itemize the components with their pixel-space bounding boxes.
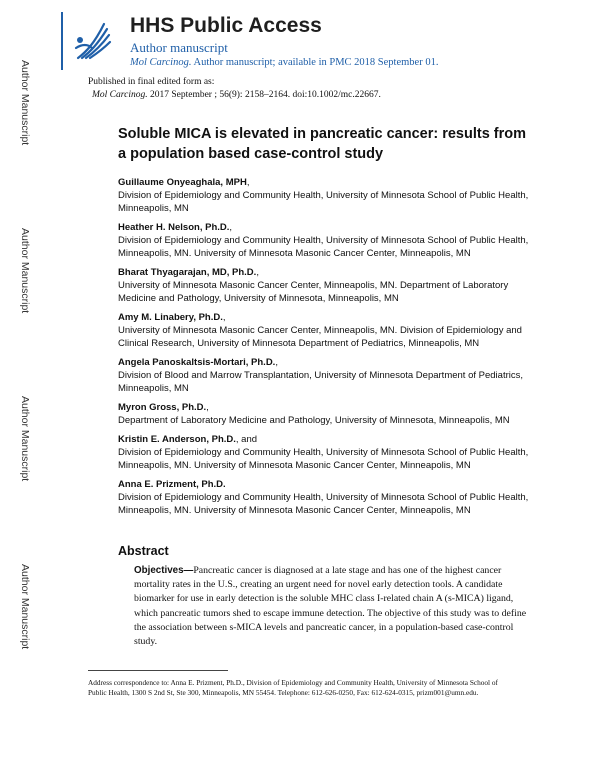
author-affiliation: University of Minnesota Masonic Cancer Center, Minneapolis, MN. Department of Laboratory Medicine and Pathology, University of Minnesota, Minneapolis, MN <box>118 280 509 304</box>
author-suffix: , <box>256 267 259 278</box>
author-entry <box>118 356 548 395</box>
author-name-text: Angela Panoskaltsis-Mortari, Ph.D. <box>118 357 276 368</box>
footnote-rule <box>88 670 228 671</box>
abstract-heading: Abstract <box>118 544 169 558</box>
author-name-text: Myron Gross, Ph.D. <box>118 402 207 413</box>
header-accent-rule <box>61 12 63 70</box>
author-name <box>118 311 548 324</box>
side-label-author-manuscript-3: Author Manuscript <box>19 396 31 482</box>
objectives-label: Objectives— <box>134 565 194 576</box>
author-name <box>118 176 548 189</box>
author-affiliation: Division of Blood and Marrow Transplantation, University of Minnesota Department of Pediatrics, Minneapolis, MN <box>118 370 523 394</box>
author-entry <box>118 266 548 305</box>
author-affiliation: Department of Laboratory Medicine and Pathology, University of Minnesota, Minneapolis, MN <box>118 415 510 426</box>
author-name <box>118 478 548 491</box>
author-affiliation: Division of Epidemiology and Community Health, University of Minnesota School of Public Health, Minneapolis, MN. University of Minnesota Masonic Cancer Center, Minneapolis, MN <box>118 492 529 516</box>
author-suffix: , <box>246 177 250 188</box>
author-name-text: Amy M. Linabery, Ph.D. <box>118 312 223 323</box>
hhs-public-access-title: HHS Public Access <box>130 14 322 37</box>
correspondence-footnote: Address correspondence to: Anna E. Prizment, Ph.D., Division of Epidemiology and Community Health, University of Minnesota School of Public Health, 1300 S 2nd St, Ste 300, Minneapolis, MN 55454. Telephone: 612-626-0250, Fax: 612-624-0315, prizm001@umn.edu. <box>88 678 498 697</box>
author-name <box>118 433 548 446</box>
abstract-objectives <box>134 564 532 649</box>
author-name-text: Anna E. Prizment, Ph.D. <box>118 479 226 490</box>
author-name <box>118 221 548 234</box>
objectives-text: Pancreatic cancer is diagnosed at a late stage and has one of the highest cancer mortality rates in the U.S., creating an urgent need for novel early detection tools. A candidate biomarker for use in early detection is the soluble MHC class I-related chain A (s-MICA) ligand, which pancreatic tumors shed to escape immune detection. The objective of this study was to define the association between s-MICA levels and pancreatic cancer, in a population-based case-control study. <box>134 565 527 648</box>
author-suffix: , <box>229 222 233 233</box>
availability-text: Author manuscript; available in PMC 2018 September 01. <box>191 57 439 68</box>
citation-journal: Mol Carcinog. <box>92 90 148 100</box>
author-name <box>118 266 548 279</box>
author-suffix: , and <box>235 434 258 445</box>
author-name-text: Kristin E. Anderson, Ph.D. <box>118 434 236 445</box>
author-name-text: Heather H. Nelson, Ph.D. <box>118 222 230 233</box>
paper-title: Soluble MICA is elevated in pancreatic cancer: results from a population based case-control study <box>118 126 527 162</box>
citation-line <box>92 90 381 100</box>
author-affiliation: Division of Epidemiology and Community Health, University of Minnesota School of Public Health, Minneapolis, MN <box>118 190 529 214</box>
author-list <box>118 176 548 523</box>
author-suffix: , <box>275 357 278 368</box>
author-name <box>118 356 548 369</box>
author-entry <box>118 221 548 260</box>
citation-details: 2017 September ; 56(9): 2158–2164. doi:10.1002/mc.22667. <box>147 90 381 100</box>
side-label-author-manuscript-2: Author Manuscript <box>19 228 31 314</box>
author-affiliation: Division of Epidemiology and Community Health, University of Minnesota School of Public Health, Minneapolis, MN. University of Minnesota Masonic Cancer Center, Minneapolis, MN <box>118 447 529 471</box>
side-label-author-manuscript-4: Author Manuscript <box>19 564 31 650</box>
author-name-text: Bharat Thyagarajan, MD, Ph.D. <box>118 267 257 278</box>
hhs-eagle-logo-icon <box>66 14 116 66</box>
author-name-text: Guillaume Onyeaghala, MPH <box>118 177 247 188</box>
author-entry <box>118 176 548 215</box>
author-name <box>118 401 548 414</box>
author-manuscript-subtitle: Author manuscript <box>130 40 228 55</box>
published-in-line: Published in final edited form as: <box>88 77 215 87</box>
author-affiliation: Division of Epidemiology and Community Health, University of Minnesota School of Public Health, Minneapolis, MN. University of Minnesota Masonic Cancer Center, Minneapolis, MN <box>118 235 529 259</box>
availability-line <box>130 57 438 68</box>
author-entry <box>118 478 548 517</box>
availability-journal: Mol Carcinog. <box>130 57 192 68</box>
side-label-author-manuscript-1: Author Manuscript <box>19 60 31 146</box>
author-entry <box>118 311 548 350</box>
author-entry <box>118 401 548 427</box>
author-entry <box>118 433 548 472</box>
author-suffix: , <box>222 312 226 323</box>
author-suffix: , <box>206 402 209 413</box>
author-affiliation: University of Minnesota Masonic Cancer Center, Minneapolis, MN. Division of Epidemiology and Clinical Research, University of Minnesota Department of Pediatrics, Minneapolis, MN <box>118 325 522 349</box>
